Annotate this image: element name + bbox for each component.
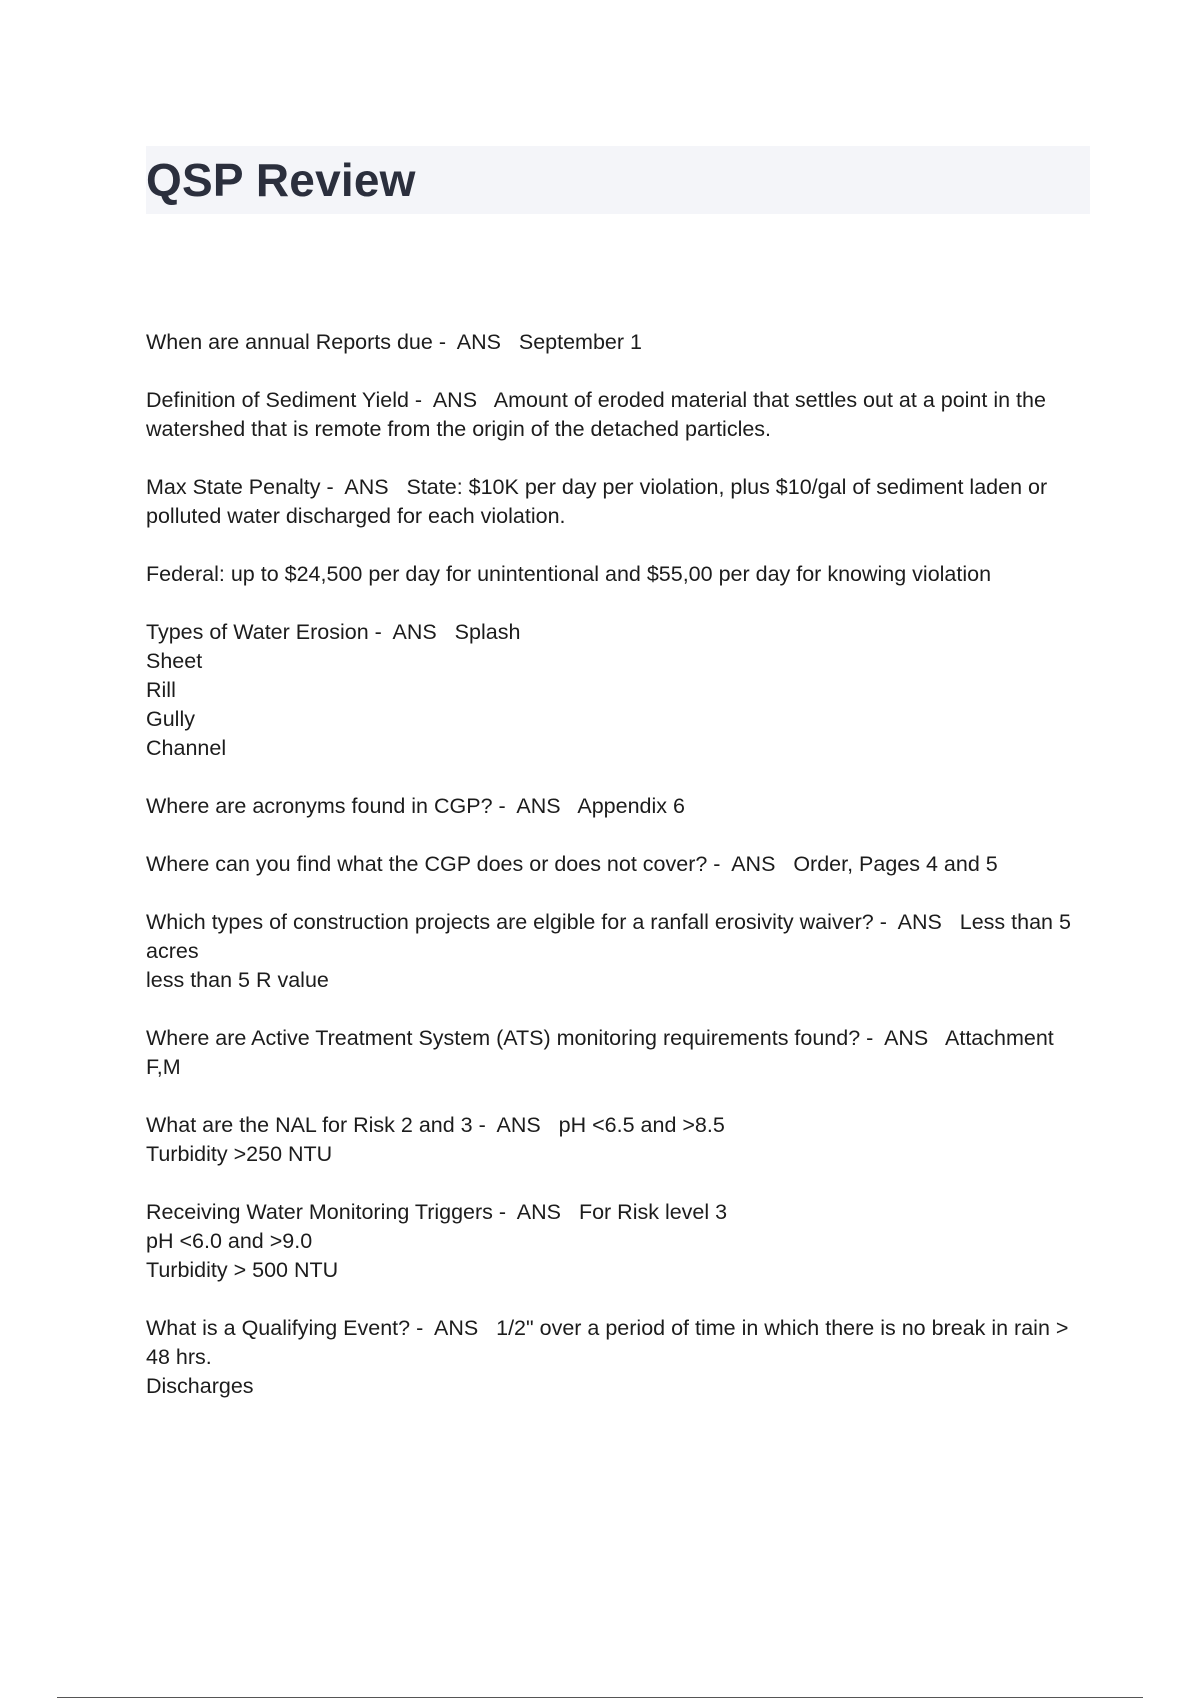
qa-question-answer: What are the NAL for Risk 2 and 3 - ANS pH <6.5 and >8.5 — [146, 1113, 725, 1137]
qa-answer-line: Turbidity > 500 NTU — [146, 1258, 339, 1282]
qa-answer-line: Channel — [146, 736, 227, 760]
qa-question-answer: Where are Active Treatment System (ATS) monitoring requirements found? - ANS Attachment F,M — [146, 1026, 1060, 1079]
qa-entry — [146, 1024, 1091, 1082]
qa-answer-line: Discharges — [146, 1374, 254, 1398]
qa-question-answer: What is a Qualifying Event? - ANS 1/2" over a period of time in which there is no break in rain > 48 hrs. — [146, 1316, 1075, 1369]
qa-answer-line: Rill — [146, 678, 176, 702]
qa-entry — [146, 1314, 1091, 1401]
qa-question-answer: Which types of construction projects are elgible for a ranfall erosivity waiver? - ANS Less than 5 acres — [146, 910, 1077, 963]
qa-answer-line: Sheet — [146, 649, 203, 673]
qa-answer-line: Gully — [146, 707, 195, 731]
qa-question-answer: Definition of Sediment Yield - ANS Amount of eroded material that settles out at a point in the watershed that is remote from the origin of the detached particles. — [146, 388, 1052, 441]
qa-question-answer: Types of Water Erosion - ANS Splash — [146, 620, 521, 644]
qa-entry — [146, 850, 1091, 879]
qa-entry — [146, 386, 1091, 444]
qa-answer-line: less than 5 R value — [146, 968, 329, 992]
qa-entry — [146, 792, 1091, 821]
page-title: QSP Review — [146, 154, 416, 206]
qa-question-answer: Max State Penalty - ANS State: $10K per day per violation, plus $10/gal of sediment laden or polluted water discharged for each violation. — [146, 475, 1054, 528]
qa-question-answer: When are annual Reports due - ANS September 1 — [146, 330, 642, 354]
qa-answer-line: Turbidity >250 NTU — [146, 1142, 333, 1166]
qa-question-answer: Federal: up to $24,500 per day for unintentional and $55,00 per day for knowing violation — [146, 562, 992, 586]
qa-list — [146, 328, 1091, 1430]
qa-entry — [146, 560, 1091, 589]
qa-entry — [146, 473, 1091, 531]
qa-entry — [146, 328, 1091, 357]
page-divider — [57, 1697, 1143, 1698]
qa-entry — [146, 1111, 1091, 1169]
qa-entry — [146, 1198, 1091, 1285]
qa-answer-line: pH <6.0 and >9.0 — [146, 1229, 313, 1253]
qa-question-answer: Receiving Water Monitoring Triggers - ANS For Risk level 3 — [146, 1200, 728, 1224]
qa-entry — [146, 618, 1091, 763]
title-banner — [146, 146, 1090, 214]
qa-question-answer: Where can you find what the CGP does or does not cover? - ANS Order, Pages 4 and 5 — [146, 852, 998, 876]
qa-question-answer: Where are acronyms found in CGP? - ANS Appendix 6 — [146, 794, 685, 818]
qa-entry — [146, 908, 1091, 995]
